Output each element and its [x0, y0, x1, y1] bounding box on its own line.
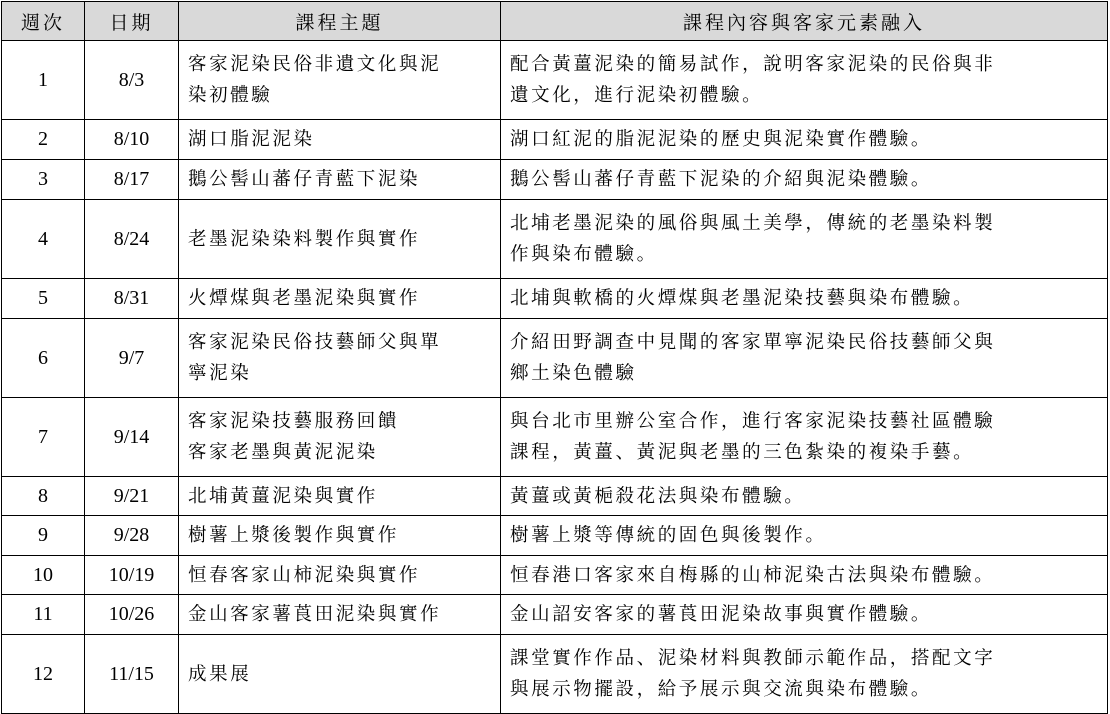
- content-cell: 課堂實作作品、泥染材料與教師示範作品，搭配文字 與展示物擺設，給予展示與交流與染布體驗。: [501, 635, 1108, 714]
- table-row: [2, 200, 1108, 279]
- content-cell: 恒春港口客家來自梅縣的山柿泥染古法與染布體驗。: [501, 556, 1108, 595]
- date-cell: 9/21: [85, 477, 179, 516]
- topic-cell: 老墨泥染染料製作與實作: [179, 200, 501, 279]
- date-cell: 8/24: [85, 200, 179, 279]
- header-row: [2, 2, 1108, 41]
- date-cell: 9/14: [85, 398, 179, 477]
- course-schedule-table: [1, 1, 1108, 714]
- date-cell: 8/3: [85, 41, 179, 120]
- date-cell: 8/10: [85, 120, 179, 160]
- content-cell: 黃薑或黃梔殺花法與染布體驗。: [501, 477, 1108, 516]
- table-row: [2, 477, 1108, 516]
- week-cell: 3: [2, 160, 85, 200]
- week-cell: 12: [2, 635, 85, 714]
- date-cell: 9/28: [85, 516, 179, 556]
- week-cell: 2: [2, 120, 85, 160]
- topic-cell: 金山客家薯莨田泥染與實作: [179, 595, 501, 635]
- table-row: [2, 41, 1108, 120]
- week-cell: 9: [2, 516, 85, 556]
- header-topic: 課程主題: [179, 2, 501, 41]
- content-cell: 樹薯上漿等傳統的固色與後製作。: [501, 516, 1108, 556]
- topic-cell: 恒春客家山柿泥染與實作: [179, 556, 501, 595]
- content-cell: 配合黃薑泥染的簡易試作，說明客家泥染的民俗與非 遺文化，進行泥染初體驗。: [501, 41, 1108, 120]
- header-content: 課程內容與客家元素融入: [501, 2, 1108, 41]
- table-row: [2, 516, 1108, 556]
- table-row: [2, 319, 1108, 398]
- week-cell: 6: [2, 319, 85, 398]
- week-cell: 1: [2, 41, 85, 120]
- date-cell: 10/19: [85, 556, 179, 595]
- topic-cell: 湖口脂泥泥染: [179, 120, 501, 160]
- topic-cell: 客家泥染民俗非遺文化與泥 染初體驗: [179, 41, 501, 120]
- content-cell: 鵝公髻山蕃仔青藍下泥染的介紹與泥染體驗。: [501, 160, 1108, 200]
- table-row: [2, 595, 1108, 635]
- week-cell: 8: [2, 477, 85, 516]
- date-cell: 8/17: [85, 160, 179, 200]
- content-cell: 湖口紅泥的脂泥泥染的歷史與泥染實作體驗。: [501, 120, 1108, 160]
- week-cell: 10: [2, 556, 85, 595]
- content-cell: 介紹田野調查中見聞的客家單寧泥染民俗技藝師父與 鄉土染色體驗: [501, 319, 1108, 398]
- date-cell: 8/31: [85, 279, 179, 319]
- table-row: [2, 279, 1108, 319]
- table-row: [2, 120, 1108, 160]
- date-cell: 9/7: [85, 319, 179, 398]
- topic-cell: 樹薯上漿後製作與實作: [179, 516, 501, 556]
- content-cell: 金山詔安客家的薯莨田泥染故事與實作體驗。: [501, 595, 1108, 635]
- week-cell: 5: [2, 279, 85, 319]
- week-cell: 11: [2, 595, 85, 635]
- topic-cell: 成果展: [179, 635, 501, 714]
- table-row: [2, 556, 1108, 595]
- content-cell: 北埔老墨泥染的風俗與風土美學，傳統的老墨染料製 作與染布體驗。: [501, 200, 1108, 279]
- topic-cell: 客家泥染民俗技藝師父與單 寧泥染: [179, 319, 501, 398]
- table-row: [2, 635, 1108, 714]
- table-row: [2, 160, 1108, 200]
- week-cell: 4: [2, 200, 85, 279]
- topic-cell: 客家泥染技藝服務回饋 客家老墨與黃泥泥染: [179, 398, 501, 477]
- content-cell: 北埔與軟橋的火燂煤與老墨泥染技藝與染布體驗。: [501, 279, 1108, 319]
- header-date: 日期: [85, 2, 179, 41]
- header-week: 週次: [2, 2, 85, 41]
- table-row: [2, 398, 1108, 477]
- week-cell: 7: [2, 398, 85, 477]
- topic-cell: 北埔黃薑泥染與實作: [179, 477, 501, 516]
- topic-cell: 火燂煤與老墨泥染與實作: [179, 279, 501, 319]
- topic-cell: 鵝公髻山蕃仔青藍下泥染: [179, 160, 501, 200]
- date-cell: 11/15: [85, 635, 179, 714]
- content-cell: 與台北市里辦公室合作，進行客家泥染技藝社區體驗 課程，黃薑、黃泥與老墨的三色紮染的複染手藝。: [501, 398, 1108, 477]
- date-cell: 10/26: [85, 595, 179, 635]
